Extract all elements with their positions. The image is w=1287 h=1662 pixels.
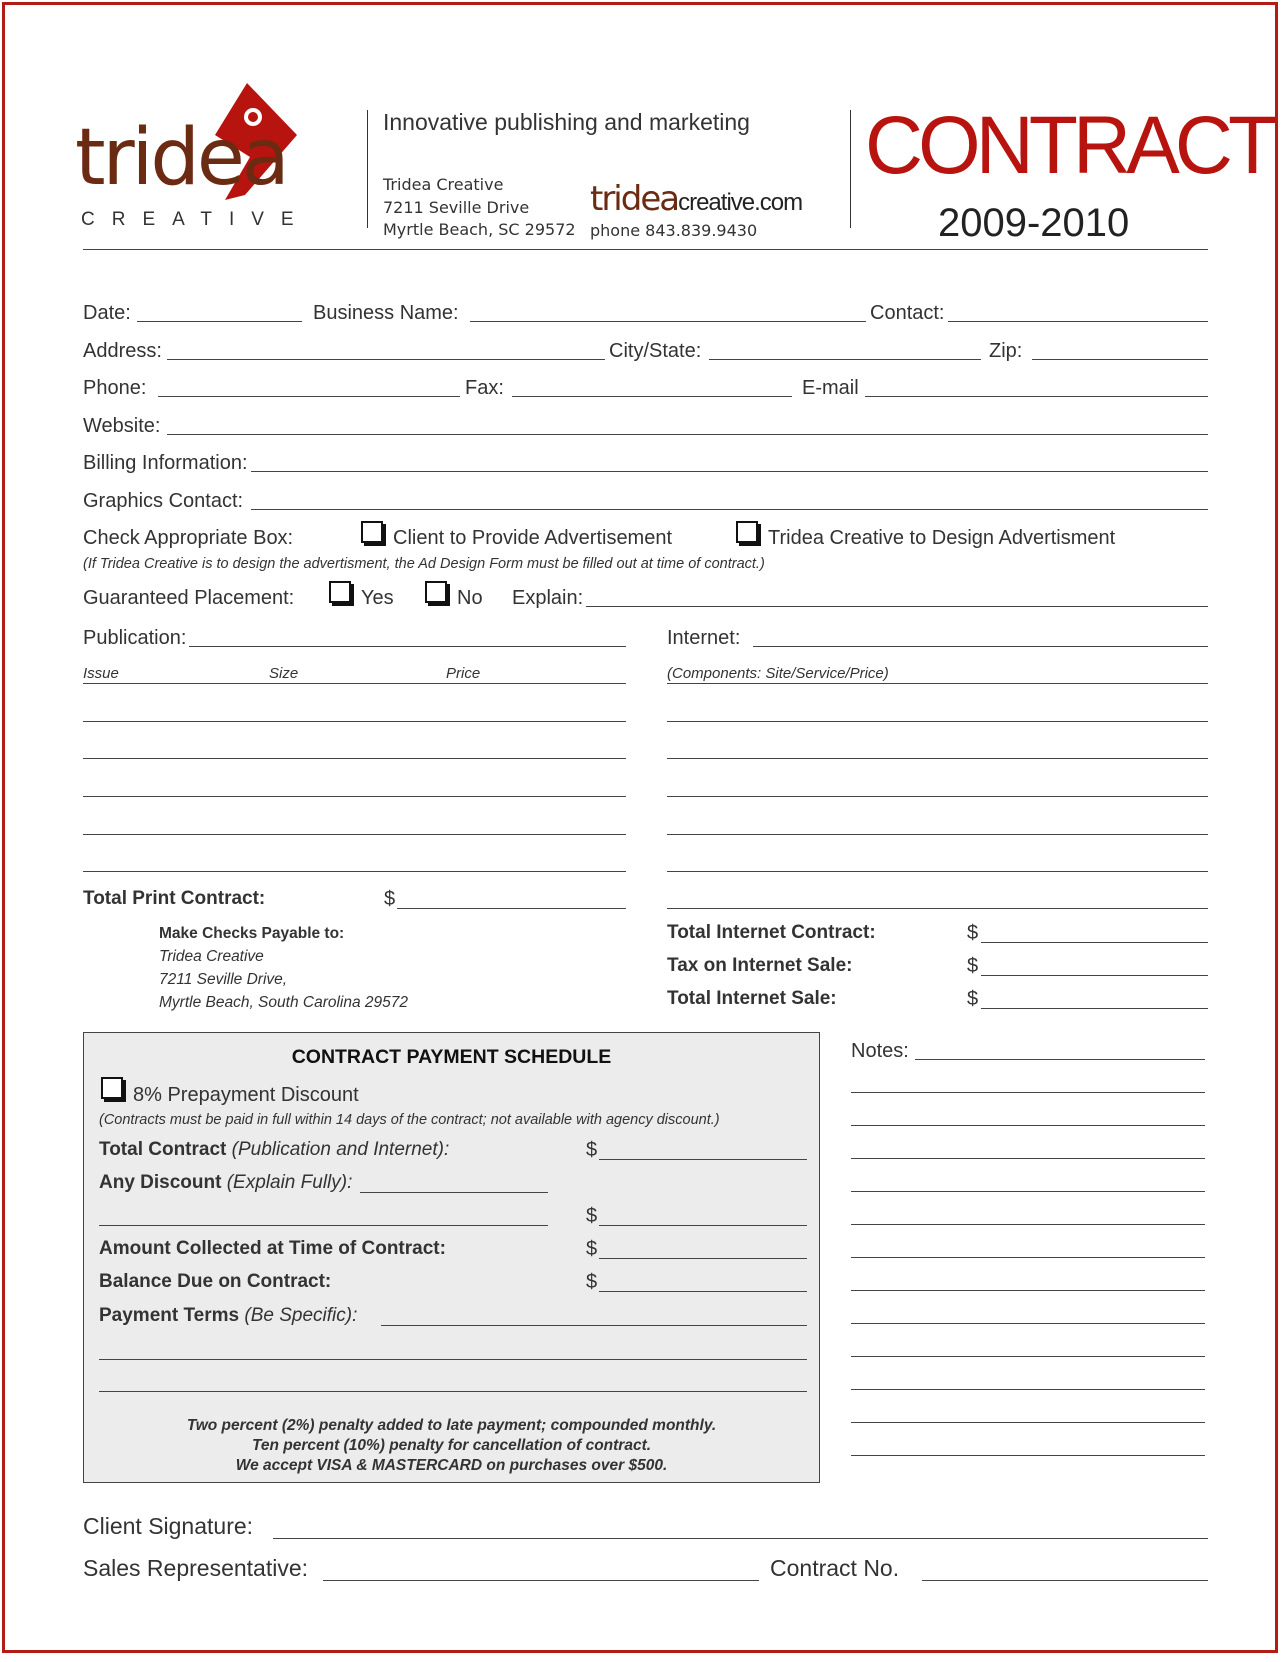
publication-row[interactable] <box>83 871 626 872</box>
sales-rep-field[interactable] <box>323 1580 759 1581</box>
balance-label: Balance Due on Contract: <box>99 1271 332 1292</box>
notes-line[interactable] <box>851 1323 1205 1324</box>
internet-label: Internet: <box>667 627 741 649</box>
website-wordmark <box>590 181 802 224</box>
contract-no-label: Contract No. <box>770 1555 900 1581</box>
payable-line-3: Myrtle Beach, South Carolina 29572 <box>159 994 409 1011</box>
schedule-title: CONTRACT PAYMENT SCHEDULE <box>291 1046 612 1068</box>
terms-field-2[interactable] <box>99 1359 807 1360</box>
business-name-field[interactable] <box>470 321 866 322</box>
guaranteed-label: Guaranteed Placement: <box>83 587 295 609</box>
total-contract-label <box>99 1138 449 1162</box>
internet-row[interactable] <box>667 758 1208 759</box>
notes-label: Notes: <box>851 1040 909 1062</box>
penalty-late-b: (2%) <box>281 1417 315 1434</box>
size-header: Size <box>269 665 299 682</box>
logo-subtitle: CREATIVE <box>81 209 311 230</box>
explain-label: Explain: <box>512 587 584 609</box>
client-signature-label: Client Signature: <box>83 1513 254 1539</box>
notes-line[interactable] <box>851 1389 1205 1390</box>
city-state-label: City/State: <box>609 340 702 362</box>
publication-row[interactable] <box>83 683 626 684</box>
billing-field[interactable] <box>251 471 1208 472</box>
penalty-late-c: penalty added to late payment; compounded monthly. <box>314 1417 717 1434</box>
publication-label: Publication: <box>83 627 187 649</box>
collected-label: Amount Collected at Time of Contract: <box>99 1238 446 1259</box>
company-address-2: Myrtle Beach, SC 29572 <box>383 220 576 239</box>
date-field[interactable] <box>137 321 302 322</box>
website-label: Website: <box>83 415 161 437</box>
website-prefix: tridea <box>590 179 679 219</box>
phone-field[interactable] <box>158 396 460 397</box>
total-contract-field[interactable] <box>599 1159 807 1160</box>
graphics-contact-field[interactable] <box>251 509 1208 510</box>
company-phone: phone 843.839.9430 <box>590 221 758 240</box>
graphics-contact-label: Graphics Contact: <box>83 490 244 512</box>
notes-line[interactable] <box>851 1257 1205 1258</box>
notes-line[interactable] <box>851 1290 1205 1291</box>
internet-row[interactable] <box>667 908 1208 909</box>
payable-line-2: 7211 Seville Drive, <box>159 971 288 988</box>
zip-field[interactable] <box>1032 359 1208 360</box>
total-contract-italic: (Publication and Internet): <box>231 1139 450 1160</box>
terms-label <box>99 1304 357 1328</box>
card-note: We accept VISA & MASTERCARD on purchases over $500. <box>235 1457 668 1474</box>
client-provide-label: Client to Provide Advertisement <box>393 527 673 549</box>
discount-label <box>99 1171 352 1195</box>
internet-components: (Components: Site/Service/Price) <box>667 665 889 682</box>
balance-field[interactable] <box>599 1291 807 1292</box>
discount-italic: (Explain Fully): <box>226 1172 353 1193</box>
terms-field[interactable] <box>381 1325 807 1326</box>
internet-field[interactable] <box>753 646 1208 647</box>
balance-dollar: $ <box>586 1271 598 1293</box>
internet-row[interactable] <box>667 871 1208 872</box>
discount-bold: Any Discount <box>99 1172 222 1193</box>
client-signature-field[interactable] <box>273 1538 1208 1539</box>
check-note: (If Tridea Creative is to design the advertisment, the Ad Design Form must be filled out at time of contract.) <box>83 556 765 572</box>
discount-amount-field[interactable] <box>599 1225 807 1226</box>
total-internet-sale-field[interactable] <box>981 1008 1208 1009</box>
tagline: Innovative publishing and marketing <box>383 109 750 135</box>
collected-field[interactable] <box>599 1258 807 1259</box>
company-address-1: 7211 Seville Drive <box>383 198 530 217</box>
yes-checkbox[interactable] <box>329 581 351 603</box>
email-field[interactable] <box>865 396 1208 397</box>
business-name-label: Business Name: <box>313 302 459 324</box>
tax-internet-field[interactable] <box>981 975 1208 976</box>
yes-label: Yes <box>361 587 394 609</box>
header-divider-2 <box>850 110 851 228</box>
publication-field[interactable] <box>189 646 626 647</box>
internet-row[interactable] <box>667 721 1208 722</box>
notes-line[interactable] <box>851 1158 1205 1159</box>
client-provide-checkbox[interactable] <box>361 521 383 543</box>
total-internet-contract-field[interactable] <box>981 942 1208 943</box>
company-name: Tridea Creative <box>383 175 504 194</box>
total-print-label: Total Print Contract: <box>83 888 266 909</box>
contract-year: 2009-2010 <box>938 201 1130 245</box>
website-field[interactable] <box>167 434 1208 435</box>
price-header: Price <box>446 665 481 682</box>
no-checkbox[interactable] <box>425 581 447 603</box>
check-box-label: Check Appropriate Box: <box>83 527 294 549</box>
header-rule <box>83 249 1208 250</box>
internet-row[interactable] <box>667 796 1208 797</box>
prepay-note: (Contracts must be paid in full within 14 days of the contract; not available with agency discount.) <box>99 1112 720 1128</box>
contract-no-field[interactable] <box>922 1580 1208 1581</box>
publication-row[interactable] <box>83 758 626 759</box>
contact-label: Contact: <box>870 302 945 324</box>
notes-line[interactable] <box>851 1125 1205 1126</box>
billing-label: Billing Information: <box>83 452 248 474</box>
notes-line[interactable] <box>851 1356 1205 1357</box>
penalty-cancel-a: Ten percent <box>251 1437 344 1454</box>
notes-line[interactable] <box>851 1455 1205 1456</box>
publication-row[interactable] <box>83 796 626 797</box>
contract-title: CONTRACT <box>865 100 1273 191</box>
total-internet-contract-dollar: $ <box>967 922 979 944</box>
total-print-dollar: $ <box>384 888 396 910</box>
total-internet-sale-label: Total Internet Sale: <box>667 988 837 1009</box>
zip-label: Zip: <box>989 340 1023 362</box>
penalty-cancel-b: (10%) <box>343 1437 385 1454</box>
terms-italic: (Be Specific): <box>244 1305 358 1326</box>
tridea-design-checkbox[interactable] <box>736 521 758 543</box>
discount-explain-field[interactable] <box>360 1192 548 1193</box>
publication-row[interactable] <box>83 721 626 722</box>
fax-field[interactable] <box>512 396 792 397</box>
address-field[interactable] <box>167 359 605 360</box>
total-internet-sale-dollar: $ <box>967 988 979 1010</box>
tridea-logo <box>75 75 315 235</box>
fax-label: Fax: <box>465 377 504 399</box>
notes-field[interactable] <box>915 1059 1205 1060</box>
email-label: E-mail <box>802 377 859 399</box>
logo-word: tridea <box>75 113 287 203</box>
address-label: Address: <box>83 340 162 362</box>
publication-row[interactable] <box>83 834 626 835</box>
city-state-field[interactable] <box>709 359 981 360</box>
collected-dollar: $ <box>586 1238 598 1260</box>
date-label: Date: <box>83 302 131 324</box>
tax-internet-label: Tax on Internet Sale: <box>667 955 853 976</box>
notes-line[interactable] <box>851 1092 1205 1093</box>
penalty-cancel-c: penalty for cancellation of contract. <box>384 1437 652 1454</box>
notes-line[interactable] <box>851 1422 1205 1423</box>
payable-title: Make Checks Payable to: <box>159 925 345 942</box>
total-internet-contract-label: Total Internet Contract: <box>667 922 876 943</box>
notes-line[interactable] <box>851 1191 1205 1192</box>
contract-page <box>2 2 1278 1653</box>
contact-field[interactable] <box>948 321 1208 322</box>
issue-header: Issue <box>83 665 119 682</box>
payable-line-1: Tridea Creative <box>159 948 264 965</box>
tridea-design-label: Tridea Creative to Design Advertisment <box>768 527 1116 549</box>
terms-field-3[interactable] <box>99 1391 807 1392</box>
internet-row[interactable] <box>667 834 1208 835</box>
notes-line[interactable] <box>851 1224 1205 1225</box>
tax-internet-dollar: $ <box>967 955 979 977</box>
total-print-field[interactable] <box>397 908 626 909</box>
prepay-checkbox[interactable] <box>101 1077 123 1099</box>
phone-label: Phone: <box>83 377 147 399</box>
header-divider-1 <box>367 110 368 228</box>
internet-row[interactable] <box>667 683 1208 684</box>
discount-dollar: $ <box>586 1205 598 1227</box>
total-contract-bold: Total Contract <box>99 1139 227 1160</box>
penalty-late-a: Two percent <box>186 1417 282 1434</box>
sales-rep-label: Sales Representative: <box>83 1555 309 1581</box>
total-contract-dollar: $ <box>586 1139 598 1161</box>
discount-explain-field-2[interactable] <box>99 1225 548 1226</box>
explain-field[interactable] <box>586 606 1208 607</box>
no-label: No <box>457 587 483 609</box>
prepay-label: 8% Prepayment Discount <box>133 1084 359 1106</box>
website-suffix: creative.com <box>678 189 803 216</box>
terms-bold: Payment Terms <box>99 1305 240 1326</box>
